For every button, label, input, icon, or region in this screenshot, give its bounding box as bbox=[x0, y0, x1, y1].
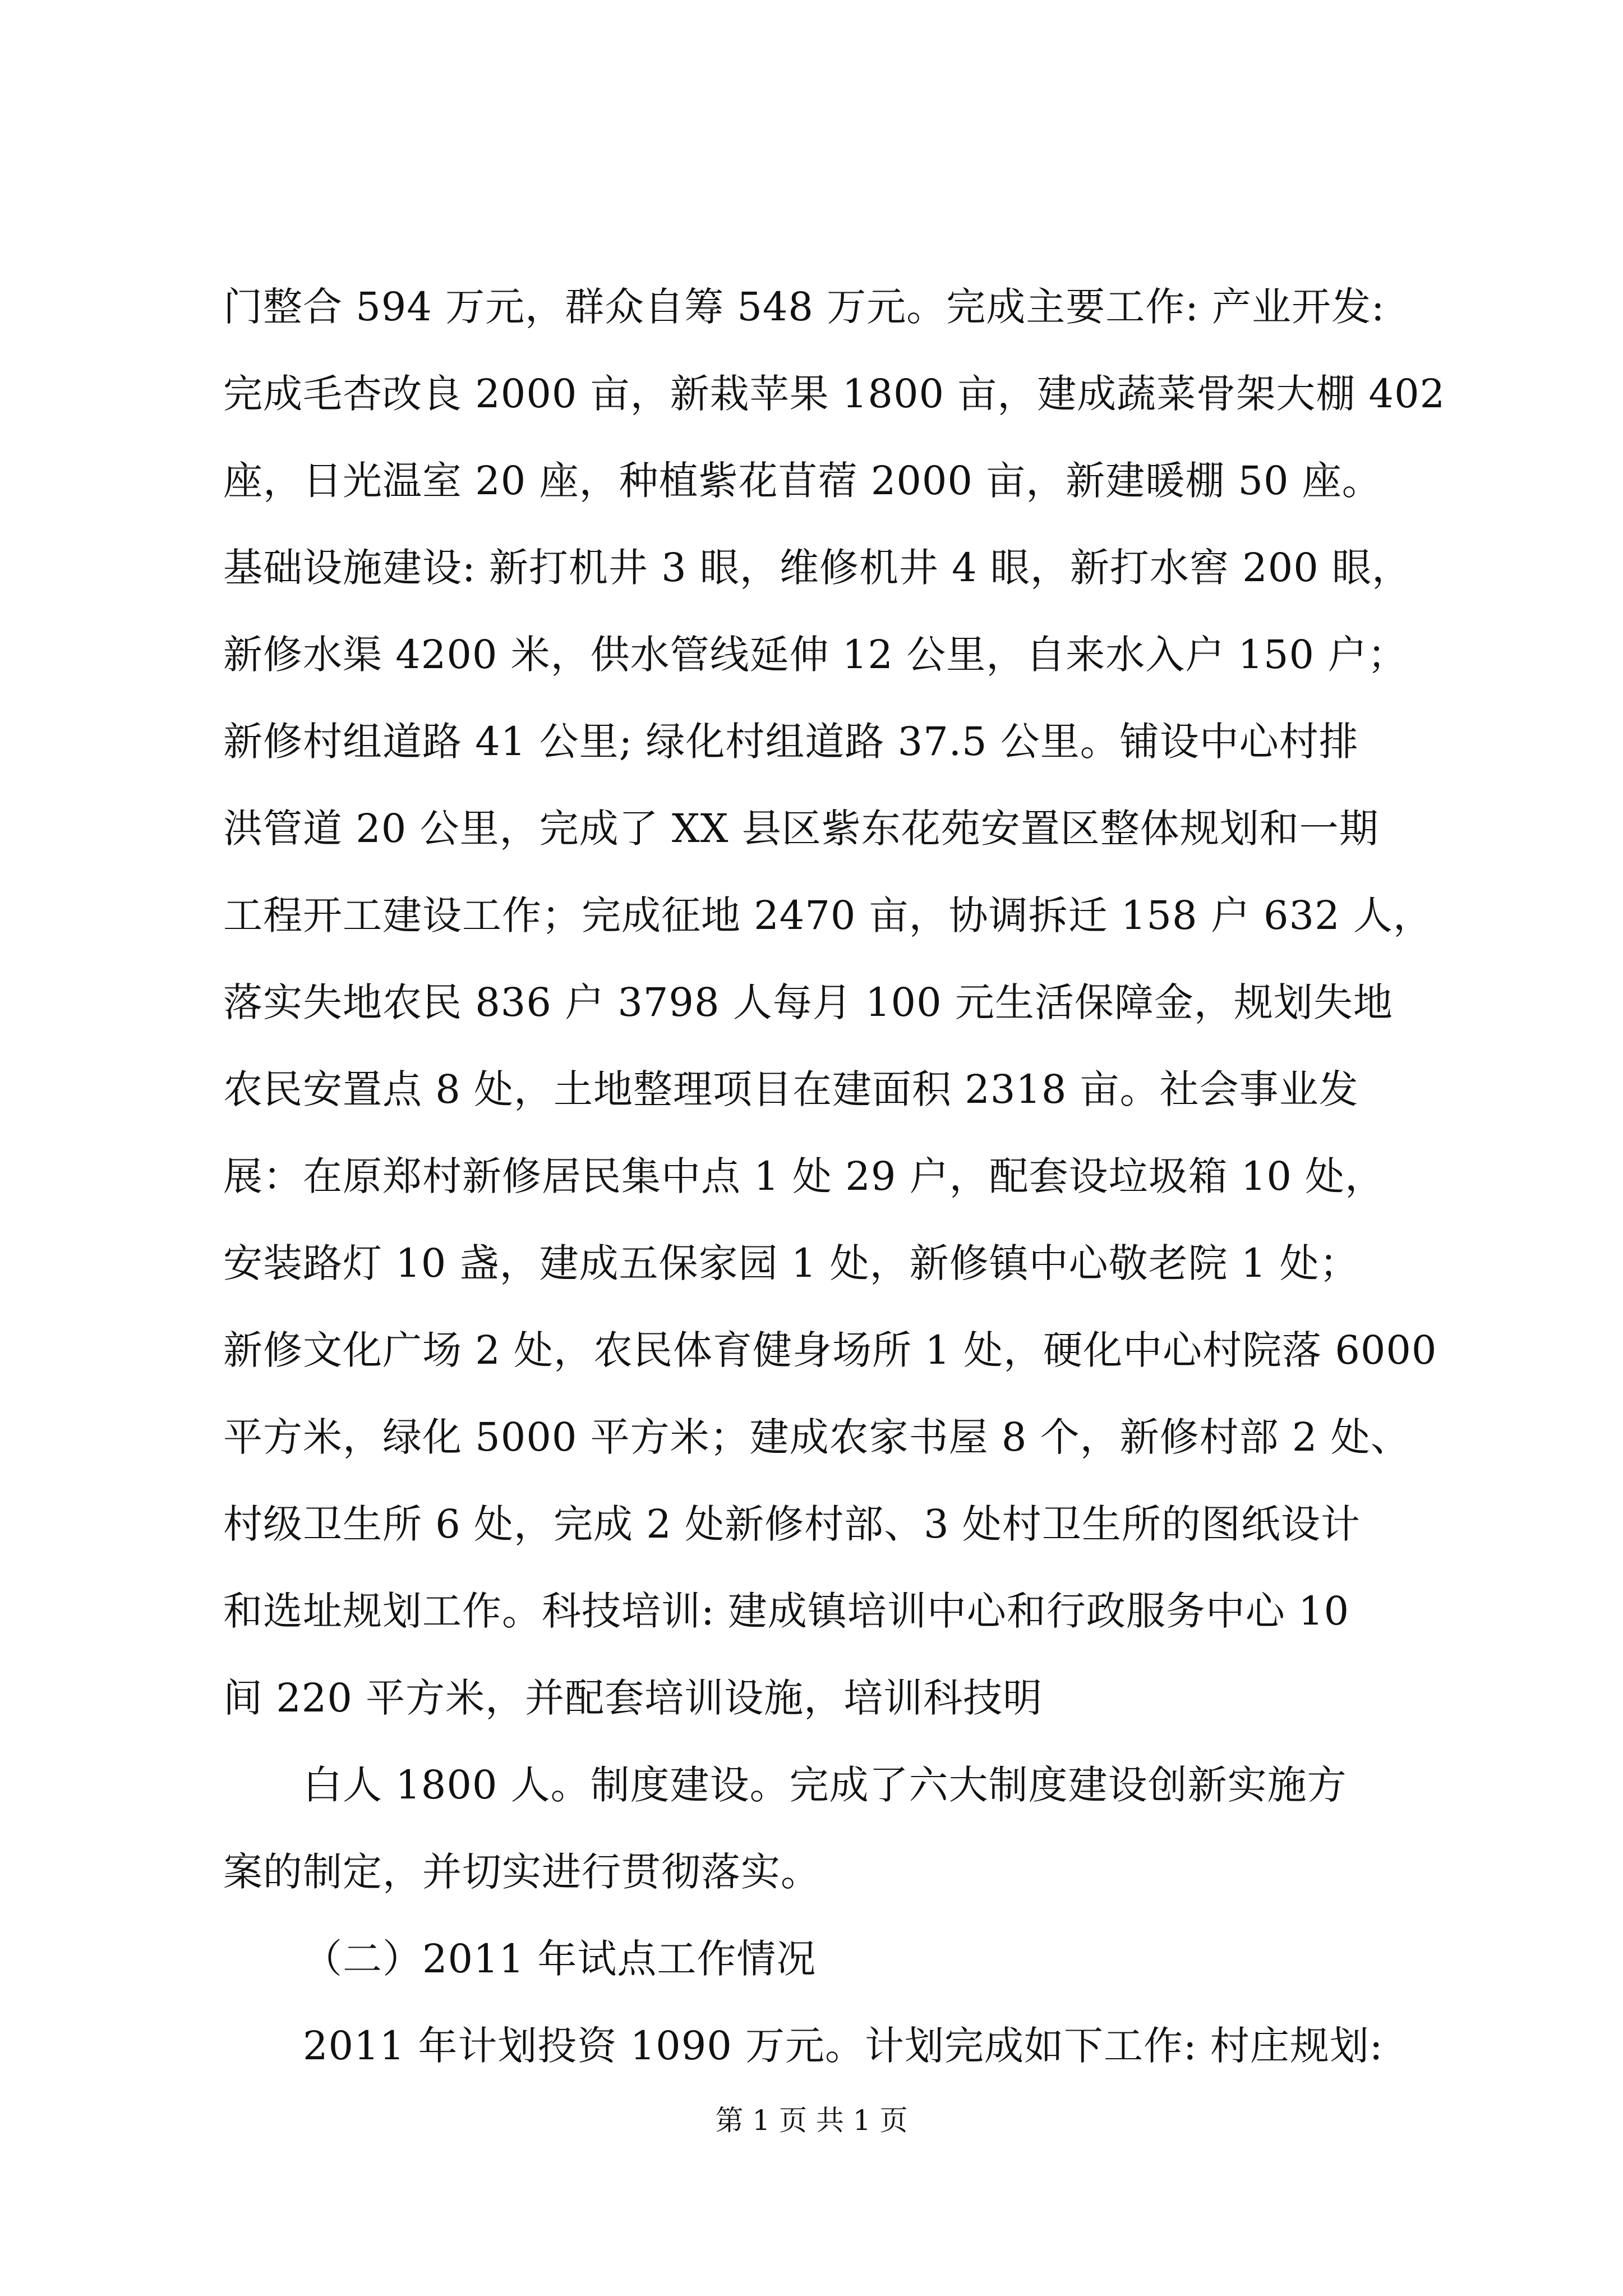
text-line: 间 220 平方米，并配套培训设施，培训科技明 bbox=[223, 1675, 1043, 1721]
page-footer: 第 1 页 共 1 页 bbox=[715, 2104, 908, 2137]
text-line: 白人 1800 人。制度建设。完成了六大制度建设创新实施方 bbox=[303, 1762, 1347, 1808]
document-body bbox=[223, 264, 1446, 2090]
text-line: 门整合 594 万元，群众自筹 548 万元。完成主要工作: 产业开发: bbox=[223, 284, 1385, 330]
text-line: 村级卫生所 6 处，完成 2 处新修村部、3 处村卫生所的图纸设计 bbox=[223, 1501, 1361, 1547]
text-line: （二）2011 年试点工作情况 bbox=[303, 1936, 817, 1982]
text-line: 工程开工建设工作；完成征地 2470 亩，协调拆迁 158 户 632 人， bbox=[223, 892, 1433, 938]
text-line: 和选址规划工作。科技培训: 建成镇培训中心和行政服务中心 10 bbox=[223, 1588, 1350, 1634]
text-line: 案的制定，并切实进行贯彻落实。 bbox=[223, 1849, 820, 1895]
text-line: 基础设施建设: 新打机井 3 眼，维修机井 4 眼，新打水窖 200 眼， bbox=[223, 545, 1412, 591]
text-line: 洪管道 20 公里，完成了 XX 县区紫东花苑安置区整体规划和一期 bbox=[223, 806, 1379, 852]
text-line: 安装路灯 10 盏，建成五保家园 1 处，新修镇中心敬老院 1 处； bbox=[223, 1240, 1359, 1286]
text-line: 新修村组道路 41 公里; 绿化村组道路 37.5 公里。铺设中心村排 bbox=[223, 719, 1359, 765]
text-line: 完成毛杏改良 2000 亩，新栽苹果 1800 亩，建成蔬菜骨架大棚 402 bbox=[223, 371, 1446, 417]
text-line: 平方米，绿化 5000 平方米；建成农家书屋 8 个，新修村部 2 处、 bbox=[223, 1414, 1410, 1460]
text-line: 座，日光温室 20 座，种植紫花苜蓿 2000 亩，新建暖棚 50 座。 bbox=[223, 458, 1382, 504]
text-line: 新修文化广场 2 处，农民体育健身场所 1 处，硬化中心村院落 6000 bbox=[223, 1327, 1437, 1373]
text-line: 2011 年计划投资 1090 万元。计划完成如下工作: 村庄规划: bbox=[303, 2023, 1384, 2069]
text-line: 农民安置点 8 处，土地整理项目在建面积 2318 亩。社会事业发 bbox=[223, 1066, 1359, 1112]
text-line: 新修水渠 4200 米，供水管线延伸 12 公里，自来水入户 150 户； bbox=[223, 632, 1408, 678]
text-line: 展：在原郑村新修居民集中点 1 处 29 户，配套设垃圾箱 10 处， bbox=[223, 1153, 1385, 1199]
text-line: 落实失地农民 836 户 3798 人每月 100 元生活保障金，规划失地 bbox=[223, 979, 1393, 1025]
